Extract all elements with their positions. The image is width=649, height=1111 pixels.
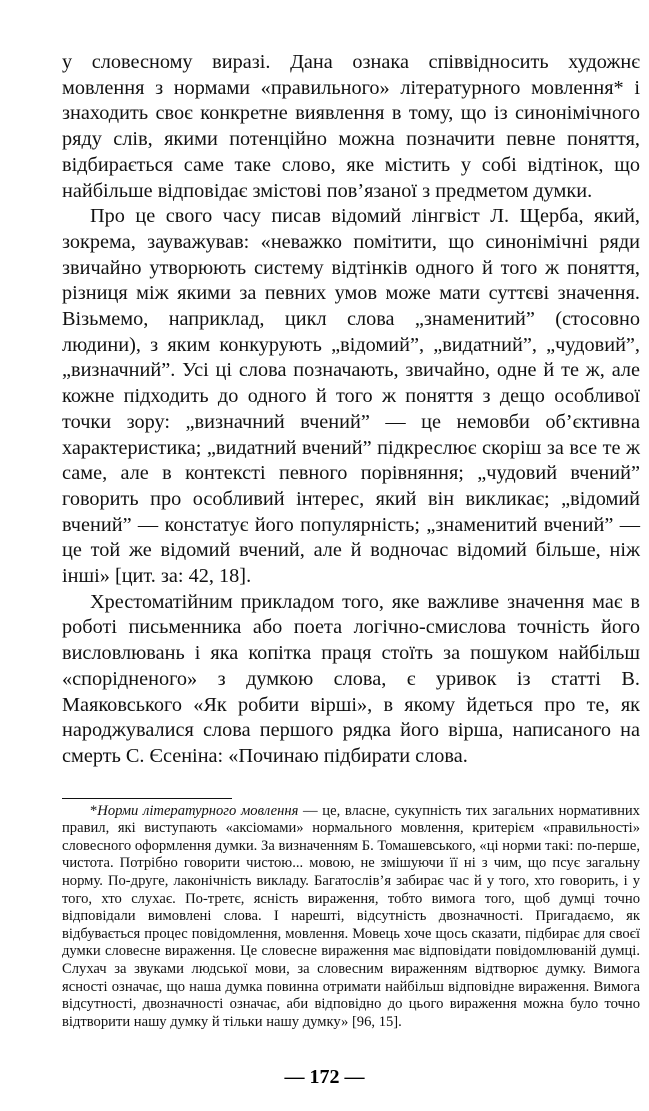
footnote-divider	[62, 798, 232, 799]
paragraph-3: Хрестоматійним прикладом того, яке важливе значення має в роботі письменника або поета логічно-смислова точність його висловлювань і яка копітка праця стоїть за пошуком найбільш «спорідненого» з думкою слова, є уривок із статті В. Маяковського «Як робити вірші», в якому йдеться про те, як народжувалися слова першого рядка його вірша, написаного на смерть С. Єсеніна: «Починаю підбирати слова.	[62, 590, 640, 767]
footnote	[62, 803, 640, 1032]
page-body	[62, 50, 640, 1031]
footnote-text: — це, власне, сукупність тих загальних нормативних правил, які виступають «аксіомами» нормального мовлення, критерієм «правильності» словесного оформлення думки. За визначенням Б. Томашевського, «ці норми такі: по-перше, чистота. Потрібно говорити чистою... мовою, не змішуючи її ні з чим, що псує загальну норму. По-друге, лаконічність викладу. Багатослів’я забирає час й у того, хто говорить, і у того, хто слухає. По-третє, ясність вираження, тобто вимога того, щоб думці точно відповідали вимовлені слова. І нарешті, відсутність двозначності. Пригадаємо, як відбувається процес повідомлення, мовлення. Мовець хоче щось сказати, підбирає для своєї думки словесне вираження. Це словесне вираження має відповідати повідомлюваній думці. Слухач за звуками людської мови, за словесним вираженням відтворює думку. Вимога ясності означає, що наша думка повинна отримати найбільш відповідне вираження. Вимога відсутності, двозначності означає, аби відповідно до цього вираження можна було точно відтворити нашу думку й тільки нашу думку» [96, 15].	[62, 802, 640, 1030]
paragraph-2: Про це свого часу писав відомий лінгвіст Л. Щерба, який, зокрема, зауважував: «неважко помітити, що синонімічні ряди звичайно утворюють систему відтінків одного й того ж поняття, різниця між якими за певних умов може мати суттєві значення. Візьмемо, наприклад, цикл слова „знаменитий” (стосовно людини), з яким конкурують „відомий”, „видатний”, „чудовий”, „визначний”. Усі ці слова позначають, звичайно, одне й те ж, але кожне підходить до одного й того ж поняття з дещо особливої точки зору: „визначний вчений” — це немовби об’єктивна характеристика; „видатний вчений” підкреслює скоріш за все те ж саме, але в контексті певного порівняння; „чудовий вчений” говорить про особливий інтерес, який він викликає; „відомий вчений” — констатує його популярність; „знаменитий вчений” — це той же відомий вчений, але й водночас відомий більше, ніж інші» [цит. за: 42, 18].	[62, 205, 640, 588]
paragraph-1: у словесному виразі. Дана ознака співвідносить художнє мовлення з нормами «правильного» літературного мовлення* і знаходить своє конкретне виявлення в тому, що із синонімічного ряду слів, якими потенційно можна позначити певне поняття, відбирається саме таке слово, яке містить у собі відтінок, що найбільше відповідає змістові пов’язаної з предметом думки.	[62, 51, 640, 202]
page-number: — 172 —	[284, 1066, 365, 1088]
footnote-term: Норми літературного мовлення	[97, 802, 299, 819]
footnote-marker: *	[90, 802, 98, 819]
